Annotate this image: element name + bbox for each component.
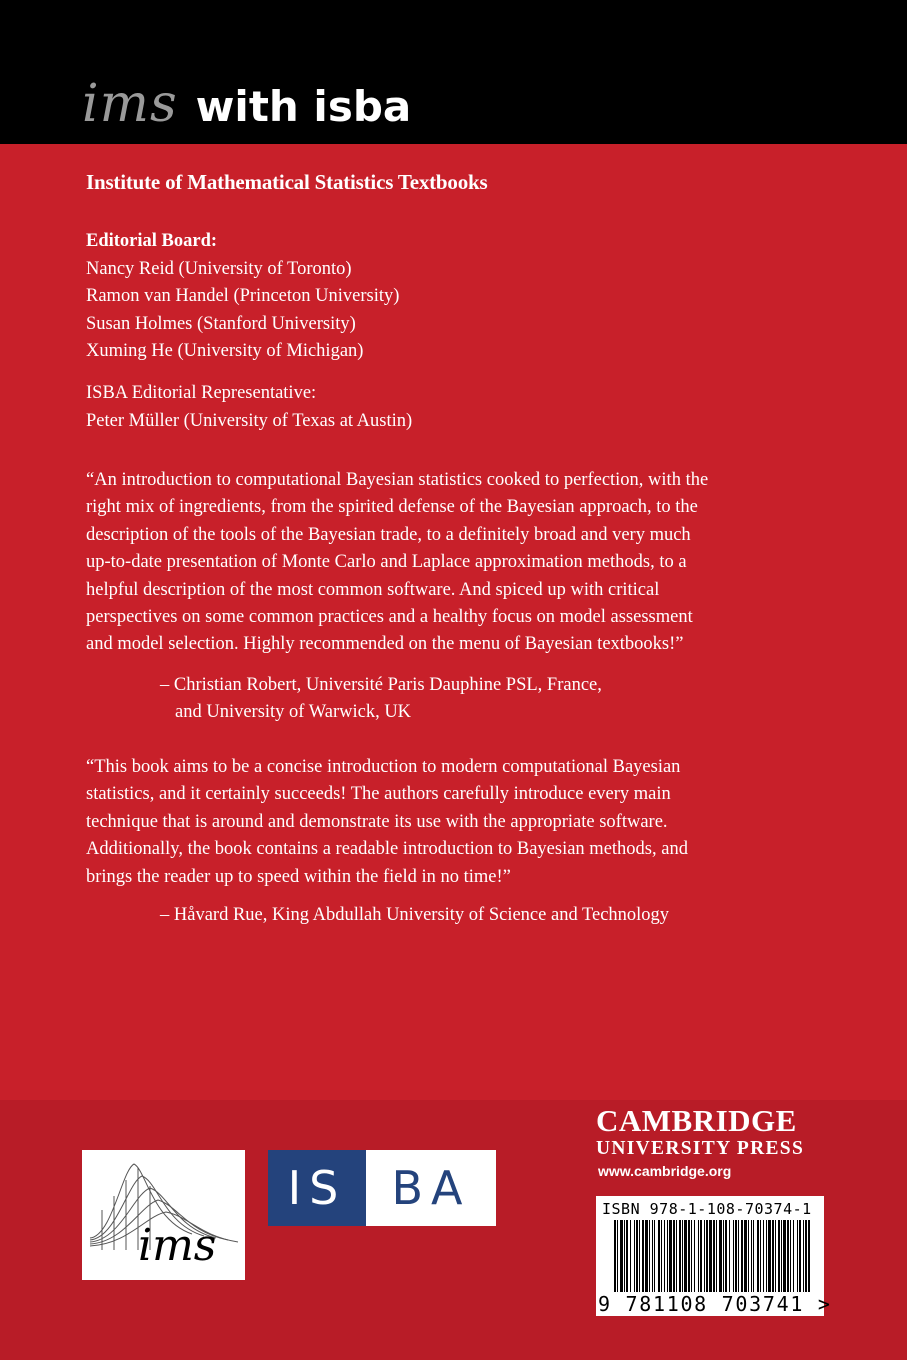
barcode-bar <box>803 1220 804 1292</box>
isbn-barcode <box>596 1196 832 1316</box>
isba-logo <box>268 1150 496 1226</box>
barcode-bar <box>704 1220 705 1292</box>
barcode-bar <box>630 1220 631 1292</box>
barcode-bar <box>639 1220 640 1292</box>
barcode-bar <box>719 1220 722 1292</box>
barcode-bar <box>768 1220 771 1292</box>
quote-line: statistics, and it certainly succeeds! The authors carefully introduce every main <box>86 784 671 805</box>
barcode-bar <box>713 1220 715 1292</box>
barcode-bar <box>799 1220 801 1292</box>
barcode-bar <box>679 1220 681 1292</box>
publisher-press: UNIVERSITY PRESS <box>596 1138 805 1159</box>
barcode-bar <box>664 1220 665 1292</box>
barcode-bar <box>808 1220 810 1292</box>
barcode-bar <box>763 1220 764 1292</box>
barcode-bar <box>741 1220 743 1292</box>
isba-representative <box>86 380 412 435</box>
top-black-bar <box>0 0 907 144</box>
barcode-bar <box>729 1220 730 1292</box>
publisher-logo <box>596 1104 826 1182</box>
barcode-bar <box>654 1220 655 1292</box>
barcode-bar <box>748 1220 749 1292</box>
quote-1-attribution <box>160 672 602 727</box>
attribution-line: and University of Warwick, UK <box>175 702 412 723</box>
isbn-text: ISBN 978-1-108-70374-1 <box>602 1200 812 1218</box>
barcode-bar <box>652 1220 653 1292</box>
series-ims-wordmark: ims <box>82 74 178 134</box>
barcode-bar <box>642 1220 644 1292</box>
barcode-bar <box>634 1220 635 1292</box>
attribution-line: – Christian Robert, Université Paris Dauphine PSL, France, <box>160 675 602 695</box>
barcode-bar <box>751 1220 752 1292</box>
quote-line: description of the tools of the Bayesian trade, to a definitely broad and very much <box>86 524 691 545</box>
ims-logo-text: ims <box>138 1220 217 1271</box>
barcode-bar <box>787 1220 789 1292</box>
barcode-bars <box>614 1220 810 1292</box>
board-member: Susan Holmes (Stanford University) <box>86 313 356 334</box>
barcode-bar <box>694 1220 695 1292</box>
barcode-bar <box>744 1220 747 1292</box>
barcode-bar <box>781 1220 782 1292</box>
barcode-bar <box>624 1220 625 1292</box>
barcode-bar <box>783 1220 786 1292</box>
barcode-bar <box>673 1220 675 1292</box>
isba-representative-name: Peter Müller (University of Texas at Austin) <box>86 410 413 431</box>
quote-line: helpful description of the most common software. And spiced up with critical <box>86 579 660 600</box>
barcode-bar <box>757 1220 759 1292</box>
barcode-bar <box>649 1220 650 1292</box>
barcode-bar <box>709 1220 712 1292</box>
ims-logo <box>82 1150 245 1280</box>
barcode-bar <box>688 1220 690 1292</box>
board-member: Nancy Reid (University of Toronto) <box>86 258 352 279</box>
endorsement-quote-1 <box>86 467 826 659</box>
publisher-url: www.cambridge.org <box>598 1163 732 1179</box>
isba-logo-left: IS <box>268 1150 366 1226</box>
barcode-bar <box>766 1220 767 1292</box>
barcode-bar <box>676 1220 677 1292</box>
barcode-bar <box>706 1220 708 1292</box>
publisher-name: CAMBRIDGE <box>596 1103 797 1138</box>
isba-representative-heading: ISBA Editorial Representative: <box>86 383 317 403</box>
barcode-bar <box>793 1220 794 1292</box>
barcode-bar <box>775 1220 776 1292</box>
editorial-board-heading: Editorial Board: <box>86 231 218 251</box>
barcode-bar <box>684 1220 687 1292</box>
quote-line: up-to-date presentation of Monte Carlo and Laplace approximation methods, to a <box>86 552 687 573</box>
barcode-bar <box>797 1220 798 1292</box>
barcode-bar <box>691 1220 692 1292</box>
quote-2-attribution <box>160 902 669 929</box>
quote-line: “This book aims to be a concise introduction to modern computational Bayesian <box>86 757 681 777</box>
quote-line: right mix of ingredients, from the spirited defense of the Bayesian approach, to the <box>86 497 698 518</box>
board-member: Ramon van Handel (Princeton University) <box>86 286 400 306</box>
barcode-bar <box>725 1220 727 1292</box>
quote-line: technique that is around and demonstrate its use with the appropriate software. <box>86 811 668 832</box>
barcode-bar <box>772 1220 774 1292</box>
endorsement-quote-2 <box>86 754 826 891</box>
barcode-bar <box>617 1220 618 1292</box>
barcode-bar <box>682 1220 683 1292</box>
barcode-bar <box>760 1220 761 1292</box>
quote-line: brings the reader up to speed within the field in no time!” <box>86 866 511 887</box>
barcode-bar <box>738 1220 739 1292</box>
barcode-bar <box>723 1220 724 1292</box>
barcode-bar <box>700 1220 702 1292</box>
series-with-isba: with isba <box>195 82 412 131</box>
barcode-bar <box>735 1220 737 1292</box>
barcode-bar <box>716 1220 717 1292</box>
isba-logo-right: BA <box>391 1161 471 1215</box>
series-title: Institute of Mathematical Statistics Textbooks <box>86 170 488 194</box>
quote-line: “An introduction to computational Bayesian statistics cooked to perfection, with the <box>86 470 709 490</box>
series-logo <box>82 74 412 138</box>
barcode-bar <box>753 1220 754 1292</box>
barcode-bar <box>658 1220 660 1292</box>
barcode-digits: 9 781108 703741 > <box>598 1292 832 1316</box>
barcode-bar <box>778 1220 780 1292</box>
attribution-line: – Håvard Rue, King Abdullah University of Science and Technology <box>160 905 670 925</box>
barcode-bar <box>733 1220 734 1292</box>
board-member: Xuming He (University of Michigan) <box>86 341 364 361</box>
barcode-bar <box>805 1220 807 1292</box>
barcode-bar <box>661 1220 662 1292</box>
barcode-bar <box>626 1220 628 1292</box>
barcode-bar <box>614 1220 616 1292</box>
barcode-bar <box>667 1220 668 1292</box>
barcode-bar <box>645 1220 648 1292</box>
barcode-bar <box>790 1220 791 1292</box>
quote-line: and model selection. Highly recommended on the menu of Bayesian textbooks!” <box>86 634 684 655</box>
editorial-board <box>86 228 399 366</box>
barcode-bar <box>698 1220 699 1292</box>
barcode-bar <box>669 1220 672 1292</box>
barcode-bar <box>620 1220 623 1292</box>
barcode-bar <box>636 1220 638 1292</box>
quote-line: perspectives on some common practices and a healthy focus on model assessment <box>86 607 693 628</box>
quote-line: Additionally, the book contains a readable introduction to Bayesian methods, and <box>86 839 688 860</box>
